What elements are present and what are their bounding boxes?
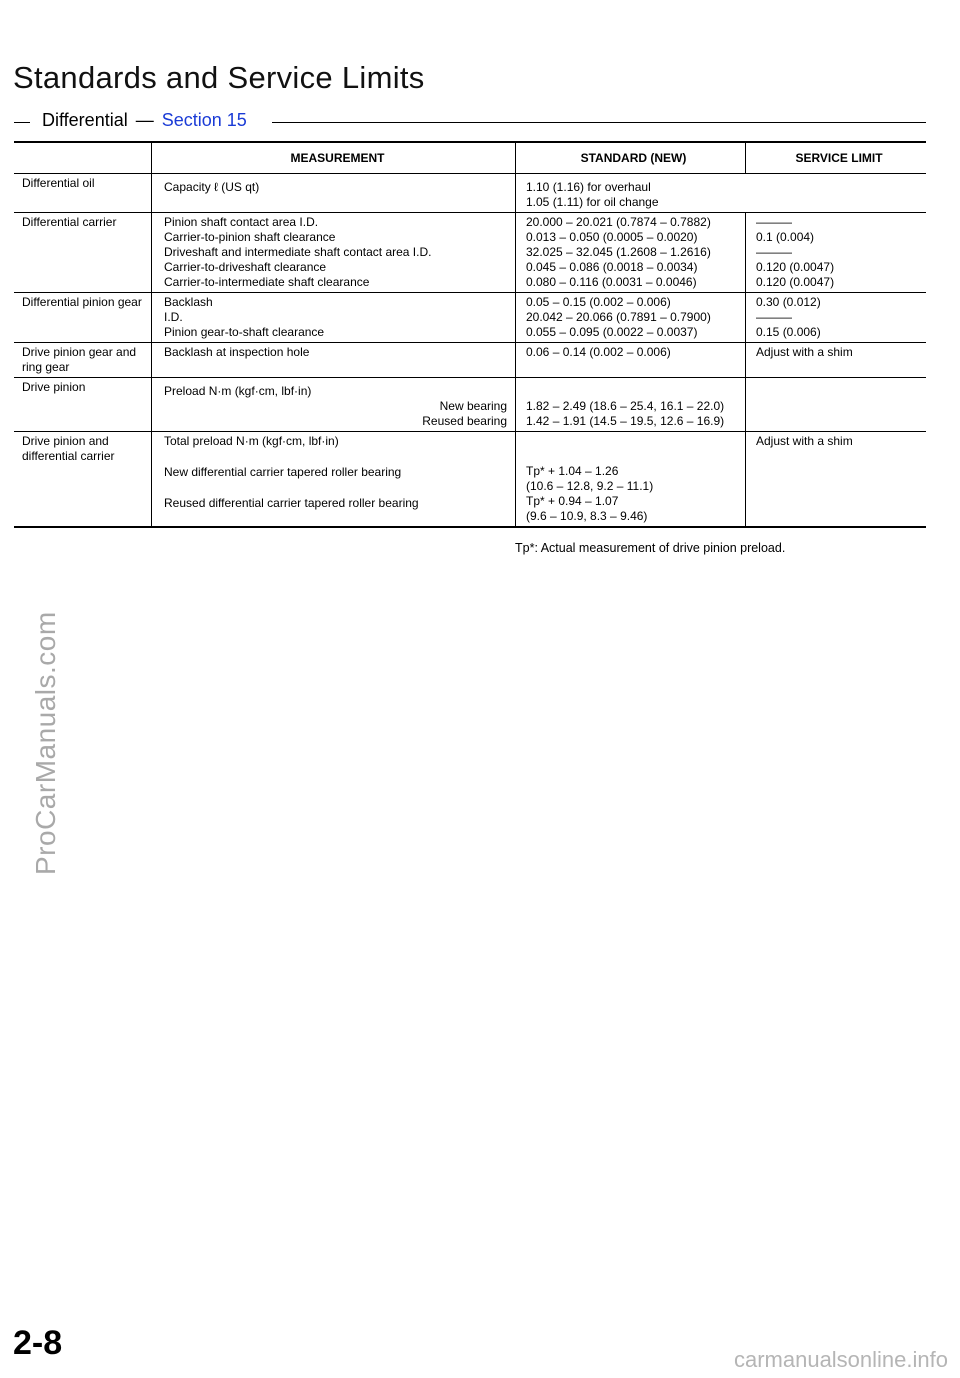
standard-line: 0.080 – 0.116 (0.0031 – 0.0046): [526, 275, 697, 289]
limit-line: 0.120 (0.0047): [756, 275, 835, 289]
limit-line: Adjust with a shim: [756, 434, 853, 448]
table-row: [14, 432, 926, 527]
standard-line: 1.10 (1.16) for overhaul: [526, 180, 651, 194]
section-name: Differential: [42, 110, 128, 130]
limit-line: 0.15 (0.006): [756, 325, 821, 339]
measurement-line: Preload N·m (kgf·cm, lbf·in): [164, 384, 312, 398]
measurement-cell: [152, 343, 516, 378]
table-row: [14, 343, 926, 378]
item-cell: Drive pinion and differential carrier: [22, 434, 115, 463]
limit-line: Adjust with a shim: [756, 345, 853, 359]
limit-cell: [746, 432, 927, 527]
standard-cell: [516, 174, 927, 213]
measurement-line: New bearing: [439, 399, 507, 413]
standard-cell: [516, 213, 746, 293]
section-link[interactable]: Section 15: [161, 110, 247, 130]
standard-line: (10.6 – 12.8, 9.2 – 11.1): [526, 479, 654, 493]
standard-line: (9.6 – 10.9, 8.3 – 9.46): [526, 509, 648, 523]
limit-cell: [746, 343, 927, 378]
section-heading: [14, 110, 926, 134]
item-cell: Drive pinion: [22, 380, 86, 394]
heading-rule-left: [14, 122, 30, 123]
footnote: Tp*: Actual measurement of drive pinion preload.: [515, 541, 786, 555]
measurement-line: Carrier-to-intermediate shaft clearance: [164, 275, 370, 289]
specs-table: [14, 141, 926, 528]
limit-line: ———: [756, 310, 792, 324]
limit-cell: [746, 213, 927, 293]
table-row: [14, 378, 926, 432]
measurement-line: Capacity ℓ (US qt): [164, 180, 260, 194]
table-row: [14, 293, 926, 343]
standard-line: 0.045 – 0.086 (0.0018 – 0.0034): [526, 260, 698, 274]
standard-cell: [516, 343, 746, 378]
header-item: [14, 143, 152, 174]
standard-cell: [516, 378, 746, 432]
measurement-cell: [152, 213, 516, 293]
table-row: [14, 174, 926, 213]
page-title: Standards and Service Limits: [13, 60, 425, 95]
standard-line: Tp* + 1.04 – 1.26: [526, 464, 619, 478]
limit-cell: [746, 378, 927, 432]
section-label: [42, 110, 247, 131]
measurement-line: I.D.: [164, 310, 183, 324]
heading-rule-right: [272, 122, 926, 123]
section-dash: —: [135, 110, 154, 130]
measurement-cell: [152, 378, 516, 432]
item-cell: Differential carrier: [22, 215, 117, 229]
measurement-line: Backlash: [164, 295, 213, 309]
measurement-line: Total preload N·m (kgf·cm, lbf·in): [164, 434, 339, 448]
standard-line: 0.06 – 0.14 (0.002 – 0.006): [526, 345, 671, 359]
standard-line: 0.055 – 0.095 (0.0022 – 0.0037): [526, 325, 698, 339]
measurement-line: Reused differential carrier tapered roller bearing: [164, 496, 419, 510]
limit-line: ———: [756, 245, 792, 259]
standard-line: 1.42 – 1.91 (14.5 – 19.5, 12.6 – 16.9): [526, 414, 725, 428]
measurement-line: Carrier-to-pinion shaft clearance: [164, 230, 336, 244]
standard-line: 0.013 – 0.050 (0.0005 – 0.0020): [526, 230, 698, 244]
item-cell: Drive pinion gear and ring gear: [22, 345, 137, 374]
site-watermark: carmanualsonline.info: [733, 1347, 948, 1372]
measurement-line: Carrier-to-driveshaft clearance: [164, 260, 327, 274]
measurement-cell: [152, 432, 516, 527]
limit-line: 0.120 (0.0047): [756, 260, 835, 274]
watermark: ProCarManuals.com: [30, 611, 61, 875]
standard-line: 32.025 – 32.045 (1.2608 – 1.2616): [526, 245, 711, 259]
measurement-line: Pinion gear-to-shaft clearance: [164, 325, 325, 339]
table-row: [14, 213, 926, 293]
measurement-line: Backlash at inspection hole: [164, 345, 310, 359]
measurement-line: Driveshaft and intermediate shaft contact area I.D.: [164, 245, 432, 259]
header-standard: STANDARD (NEW): [516, 143, 746, 174]
standard-cell: [516, 432, 746, 527]
item-cell: Differential pinion gear: [22, 295, 142, 309]
limit-line: ———: [756, 215, 792, 229]
standard-line: 1.05 (1.11) for oil change: [526, 195, 659, 209]
limit-cell: [746, 293, 927, 343]
standard-cell: [516, 293, 746, 343]
standard-line: 1.82 – 2.49 (18.6 – 25.4, 16.1 – 22.0): [526, 399, 725, 413]
standard-line: 20.000 – 20.021 (0.7874 – 0.7882): [526, 215, 711, 229]
measurement-line: Reused bearing: [422, 414, 507, 428]
measurement-cell: [152, 174, 516, 213]
header-limit: SERVICE LIMIT: [746, 143, 927, 174]
measurement-line: New differential carrier tapered roller bearing: [164, 465, 402, 479]
standard-line: 20.042 – 20.066 (0.7891 – 0.7900): [526, 310, 711, 324]
page-number: 2-8: [13, 1324, 63, 1362]
standard-line: Tp* + 0.94 – 1.07: [526, 494, 619, 508]
measurement-cell: [152, 293, 516, 343]
limit-line: 0.1 (0.004): [756, 230, 815, 244]
header-measurement: MEASUREMENT: [152, 143, 516, 174]
standard-line: 0.05 – 0.15 (0.002 – 0.006): [526, 295, 671, 309]
item-cell: Differential oil: [22, 176, 95, 190]
table-header-row: [14, 143, 926, 174]
measurement-line: Pinion shaft contact area I.D.: [164, 215, 319, 229]
limit-line: 0.30 (0.012): [756, 295, 821, 309]
